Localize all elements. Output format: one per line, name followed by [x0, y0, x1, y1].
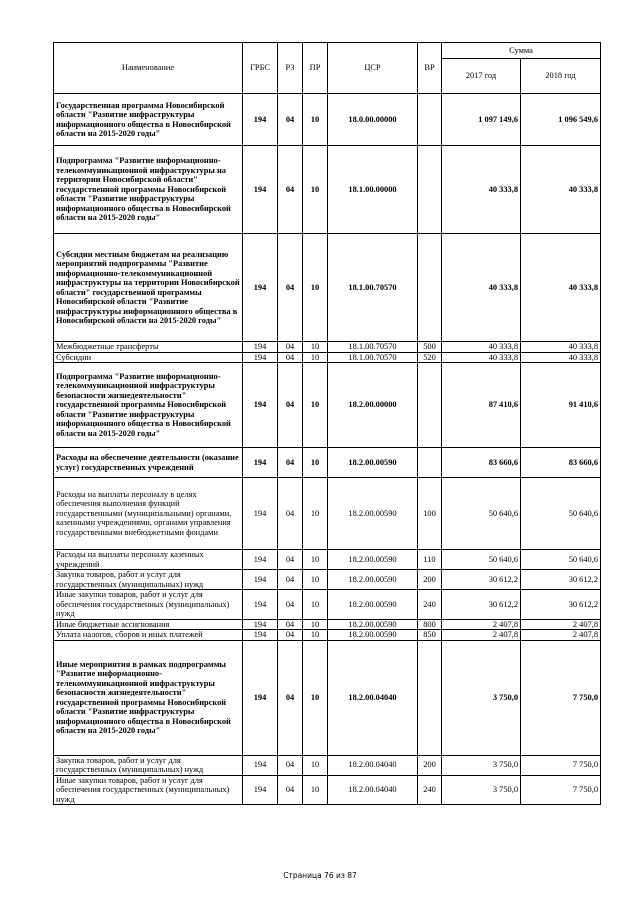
row-pr: 10 [303, 448, 328, 478]
header-2017: 2017 год [442, 59, 521, 94]
row-name: Закупка товаров, работ и услуг для государственных (муниципальных) нужд [54, 755, 243, 775]
table-row [54, 630, 601, 641]
table-row [54, 448, 601, 478]
header-2018: 2018 год [521, 59, 601, 94]
table-row [54, 352, 601, 363]
row-pr: 10 [303, 352, 328, 363]
row-name: Межбюджетные трансферты [54, 342, 243, 353]
row-grbs: 194 [243, 570, 278, 590]
table-row [54, 775, 601, 805]
row-sum-2018: 40 333,8 [521, 234, 601, 342]
row-pr: 10 [303, 590, 328, 620]
row-pr: 10 [303, 234, 328, 342]
row-vr [418, 234, 442, 342]
budget-table [53, 42, 601, 805]
row-csr: 18.2.00.00590 [328, 478, 418, 550]
row-csr: 18.2.00.00590 [328, 570, 418, 590]
row-csr: 18.2.00.04040 [328, 775, 418, 805]
row-grbs: 194 [243, 619, 278, 630]
row-sum-2017: 3 750,0 [442, 640, 521, 755]
row-sum-2018: 7 750,0 [521, 775, 601, 805]
row-pr: 10 [303, 478, 328, 550]
table-row [54, 478, 601, 550]
row-name: Иные закупки товаров, работ и услуг для обеспечения государственных (муниципальных) нужд [54, 775, 243, 805]
row-sum-2018: 2 407,8 [521, 619, 601, 630]
row-sum-2017: 2 407,8 [442, 630, 521, 641]
row-sum-2017: 50 640,6 [442, 478, 521, 550]
row-rz: 04 [278, 630, 303, 641]
table-row [54, 234, 601, 342]
row-csr: 18.2.00.04040 [328, 640, 418, 755]
row-sum-2018: 50 640,6 [521, 478, 601, 550]
row-rz: 04 [278, 234, 303, 342]
row-sum-2018: 91 410,6 [521, 363, 601, 448]
row-sum-2018: 30 612,2 [521, 590, 601, 620]
row-name: Субсидии [54, 352, 243, 363]
row-grbs: 194 [243, 755, 278, 775]
table-row [54, 570, 601, 590]
row-rz: 04 [278, 363, 303, 448]
row-rz: 04 [278, 755, 303, 775]
row-rz: 04 [278, 448, 303, 478]
row-csr: 18.2.00.00590 [328, 448, 418, 478]
row-csr: 18.2.00.00000 [328, 363, 418, 448]
row-vr: 500 [418, 342, 442, 353]
row-csr: 18.1.00.00000 [328, 146, 418, 234]
row-csr: 18.1.00.70570 [328, 342, 418, 353]
row-sum-2017: 50 640,6 [442, 550, 521, 570]
row-sum-2018: 40 333,8 [521, 352, 601, 363]
row-pr: 10 [303, 550, 328, 570]
row-sum-2017: 83 660,6 [442, 448, 521, 478]
row-vr [418, 448, 442, 478]
row-csr: 18.2.00.00590 [328, 619, 418, 630]
row-sum-2017: 87 410,6 [442, 363, 521, 448]
row-csr: 18.0.00.00000 [328, 94, 418, 146]
row-pr: 10 [303, 640, 328, 755]
row-rz: 04 [278, 550, 303, 570]
row-pr: 10 [303, 630, 328, 641]
row-csr: 18.2.00.04040 [328, 755, 418, 775]
row-name: Уплата налогов, сборов и иных платежей [54, 630, 243, 641]
row-sum-2018: 1 096 549,6 [521, 94, 601, 146]
row-rz: 04 [278, 619, 303, 630]
row-csr: 18.2.00.00590 [328, 590, 418, 620]
row-name: Расходы на выплаты персоналу в целях обеспечения выполнения функций государственными (муниципальными) органами, казенными учреждениями, органами управления государственными внебюджетными фондами [54, 478, 243, 550]
row-rz: 04 [278, 590, 303, 620]
row-grbs: 194 [243, 342, 278, 353]
header-csr: ЦСР [328, 43, 418, 94]
row-pr: 10 [303, 570, 328, 590]
row-vr: 850 [418, 630, 442, 641]
row-vr: 240 [418, 775, 442, 805]
header-pr: ПР [303, 43, 328, 94]
row-sum-2017: 40 333,8 [442, 234, 521, 342]
row-grbs: 194 [243, 640, 278, 755]
row-rz: 04 [278, 570, 303, 590]
row-name: Государственная программа Новосибирской области "Развитие инфраструктуры информационного общества в Новосибирской области на 2015-2020 годы" [54, 94, 243, 146]
table-row [54, 342, 601, 353]
row-sum-2018: 83 660,6 [521, 448, 601, 478]
row-name: Подпрограмма "Развитие информационно-телекоммуникационной инфраструктуры на территории Новосибирской области" государственной программы Новосибирской области "Развитие инфраструктуры информационного общества в Новосибирской области на 2015-2020 годы" [54, 146, 243, 234]
row-name: Расходы на обеспечение деятельности (оказание услуг) государственных учреждений [54, 448, 243, 478]
table-row [54, 550, 601, 570]
table-row [54, 619, 601, 630]
row-name: Расходы на выплаты персоналу казенных учреждений [54, 550, 243, 570]
row-vr [418, 640, 442, 755]
row-name: Субсидии местным бюджетам на реализацию мероприятий подпрограммы "Развитие информационно-телекоммуникационной инфраструктуры на территории Новосибирской области" государственной программы Новосибирской области "Развитие инфраструктуры информационного общества в Новосибирской области на 2015-2020 годы" [54, 234, 243, 342]
row-pr: 10 [303, 619, 328, 630]
row-sum-2017: 2 407,8 [442, 619, 521, 630]
row-vr [418, 94, 442, 146]
table-row [54, 590, 601, 620]
row-vr [418, 363, 442, 448]
row-pr: 10 [303, 342, 328, 353]
row-rz: 04 [278, 478, 303, 550]
row-sum-2018: 7 750,0 [521, 755, 601, 775]
row-sum-2017: 30 612,2 [442, 590, 521, 620]
row-pr: 10 [303, 755, 328, 775]
row-sum-2017: 3 750,0 [442, 775, 521, 805]
row-csr: 18.1.00.70570 [328, 234, 418, 342]
row-rz: 04 [278, 94, 303, 146]
row-grbs: 194 [243, 94, 278, 146]
row-vr: 520 [418, 352, 442, 363]
row-vr: 200 [418, 570, 442, 590]
table-row [54, 363, 601, 448]
row-sum-2017: 40 333,8 [442, 146, 521, 234]
header-vr: ВР [418, 43, 442, 94]
row-sum-2017: 40 333,8 [442, 342, 521, 353]
page-number: Страница 76 из 87 [283, 871, 357, 880]
row-csr: 18.2.00.00590 [328, 550, 418, 570]
row-pr: 10 [303, 146, 328, 234]
row-rz: 04 [278, 146, 303, 234]
row-rz: 04 [278, 775, 303, 805]
header-rz: РЗ [278, 43, 303, 94]
row-sum-2018: 40 333,8 [521, 146, 601, 234]
table-row [54, 94, 601, 146]
row-sum-2018: 2 407,8 [521, 630, 601, 641]
row-grbs: 194 [243, 550, 278, 570]
row-grbs: 194 [243, 630, 278, 641]
row-pr: 10 [303, 775, 328, 805]
table-row [54, 146, 601, 234]
row-vr: 100 [418, 478, 442, 550]
row-sum-2018: 40 333,8 [521, 342, 601, 353]
row-name: Иные бюджетные ассигнования [54, 619, 243, 630]
row-grbs: 194 [243, 478, 278, 550]
row-vr: 800 [418, 619, 442, 630]
table-body [54, 94, 601, 805]
row-grbs: 194 [243, 146, 278, 234]
header-grbs: ГРБС [243, 43, 278, 94]
row-rz: 04 [278, 352, 303, 363]
row-rz: 04 [278, 640, 303, 755]
row-pr: 10 [303, 363, 328, 448]
row-sum-2017: 30 612,2 [442, 570, 521, 590]
row-sum-2017: 1 097 149,6 [442, 94, 521, 146]
row-grbs: 194 [243, 363, 278, 448]
table-row [54, 755, 601, 775]
row-grbs: 194 [243, 234, 278, 342]
row-grbs: 194 [243, 775, 278, 805]
row-sum-2018: 50 640,6 [521, 550, 601, 570]
row-name: Подпрограмма "Развитие информационно-телекоммуникационной инфраструктуры безопасности жизнедеятельности" государственной программы Новосибирской области "Развитие инфраструктуры информационного общества в Новосибирской области на 2015-2020 годы" [54, 363, 243, 448]
table-row [54, 640, 601, 755]
row-pr: 10 [303, 94, 328, 146]
row-vr: 110 [418, 550, 442, 570]
row-vr [418, 146, 442, 234]
row-name: Иные мероприятия в рамках подпрограммы "Развитие информационно-телекоммуникационной инфраструктуры безопасности жизнедеятельности" государственной программы Новосибирской области "Развитие инфраструктуры информационного общества в Новосибирской области на 2015-2020 годы" [54, 640, 243, 755]
row-sum-2017: 40 333,8 [442, 352, 521, 363]
row-csr: 18.1.00.70570 [328, 352, 418, 363]
row-rz: 04 [278, 342, 303, 353]
row-csr: 18.2.00.00590 [328, 630, 418, 641]
row-grbs: 194 [243, 448, 278, 478]
row-name: Иные закупки товаров, работ и услуг для обеспечения государственных (муниципальных) нужд [54, 590, 243, 620]
row-sum-2017: 3 750,0 [442, 755, 521, 775]
row-sum-2018: 7 750,0 [521, 640, 601, 755]
row-name: Закупка товаров, работ и услуг для государственных (муниципальных) нужд [54, 570, 243, 590]
row-vr: 240 [418, 590, 442, 620]
row-sum-2018: 30 612,2 [521, 570, 601, 590]
row-grbs: 194 [243, 590, 278, 620]
header-sum: Сумма [442, 43, 601, 59]
header-name: Наименование [54, 43, 243, 94]
row-grbs: 194 [243, 352, 278, 363]
row-vr: 200 [418, 755, 442, 775]
